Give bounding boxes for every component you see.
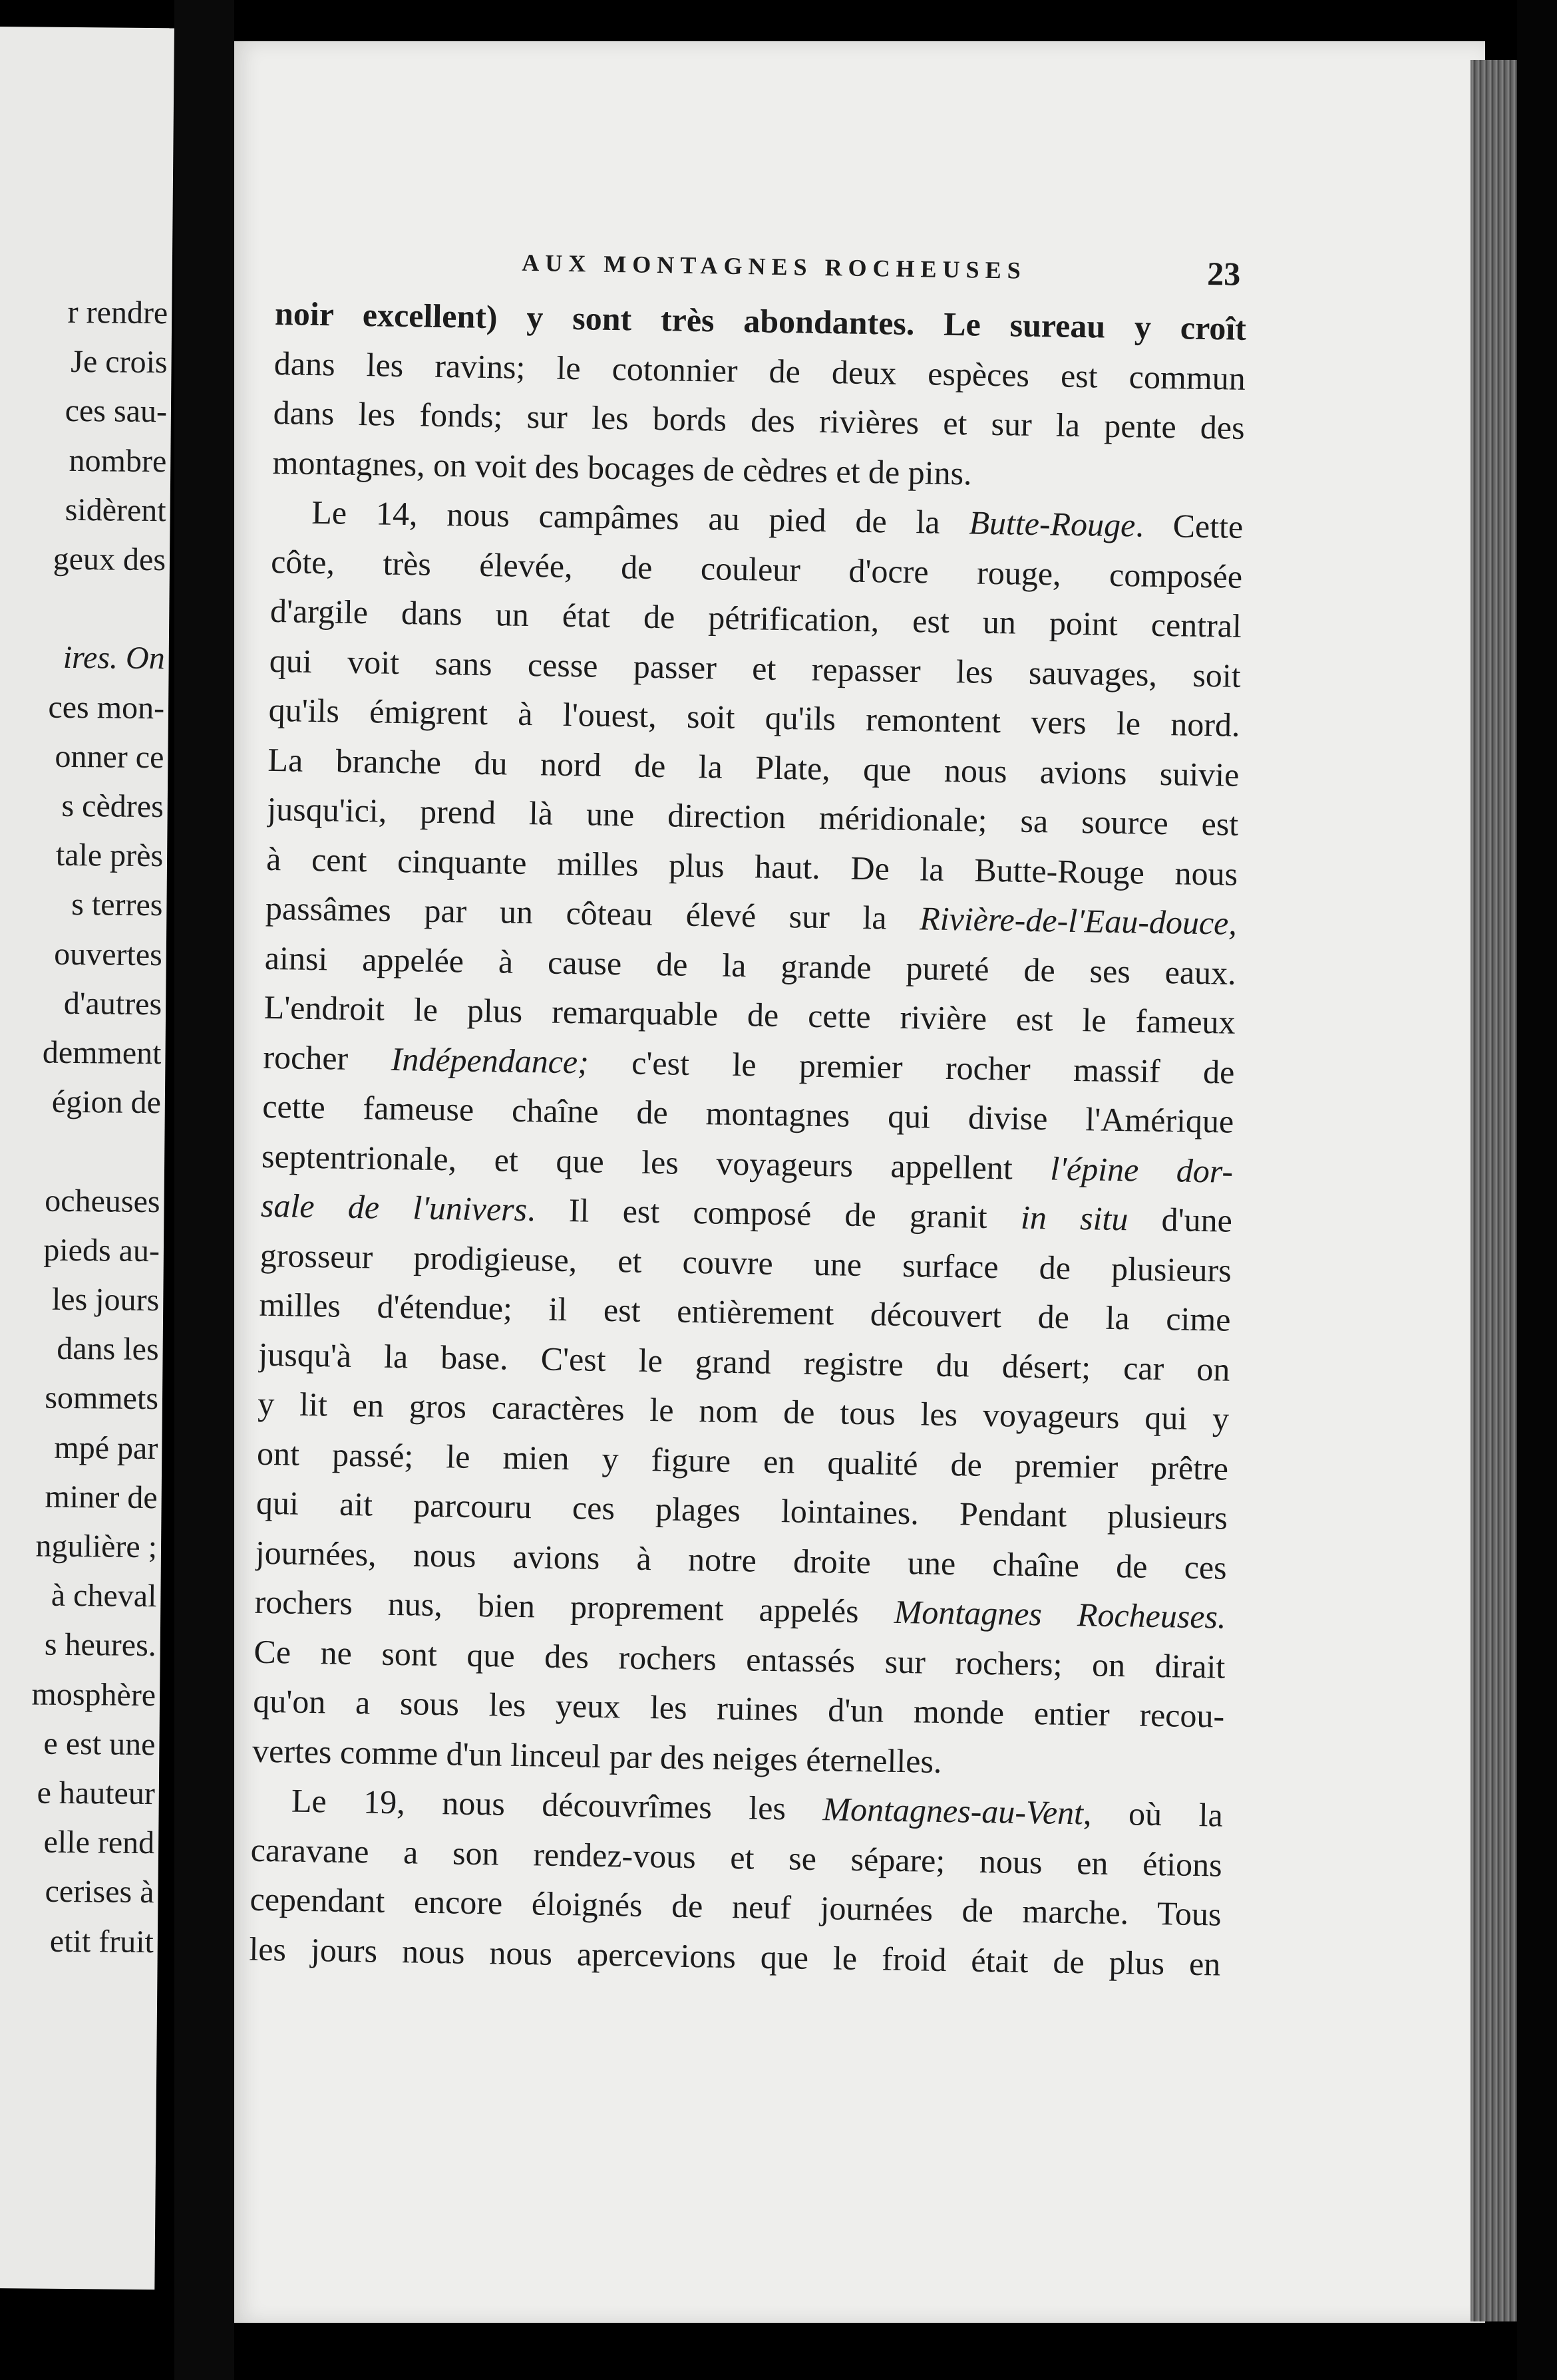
left-page-line: ngulière ; xyxy=(35,1528,158,1565)
left-page-line: ocheuses xyxy=(45,1183,160,1219)
left-page-line: mpé par xyxy=(54,1429,158,1466)
italic-text: Butte-Rouge xyxy=(969,504,1136,544)
left-page-line: dans les xyxy=(57,1331,159,1368)
left-page-line: ires. On xyxy=(63,640,165,676)
left-page-line: sidèrent xyxy=(65,492,166,529)
text-run: . Cette xyxy=(1134,506,1244,545)
text-run: noir excellent) y sont très abondantes. Le sureau y croît xyxy=(274,294,1247,347)
left-page-line: onner ce xyxy=(55,738,164,775)
left-page-line: e est une xyxy=(43,1725,156,1762)
italic-text: Indépendance; xyxy=(391,1040,590,1081)
italic-text: in situ xyxy=(1020,1198,1128,1238)
left-page-line: sommets xyxy=(45,1380,159,1417)
left-page-line: d'autres xyxy=(63,985,162,1022)
text-run: Le 19, nous découvrîmes les xyxy=(291,1781,823,1828)
italic-text: l'épine dor- xyxy=(1050,1149,1234,1190)
left-page-line: miner de xyxy=(45,1479,158,1515)
scan-border xyxy=(1517,0,1557,2380)
text-run: milles d'étendue; il est entièrement découvert de la cime xyxy=(259,1285,1231,1338)
page-text-block xyxy=(249,233,1248,1989)
text-run: les jours nous nous apercevions que le froid était de plus en xyxy=(249,1930,1221,1983)
left-page-line: Je crois xyxy=(71,344,168,380)
left-page-line: ouvertes xyxy=(53,936,163,972)
left-page-line: s cèdres xyxy=(61,788,164,825)
text-run: montagnes, on voit des bocages de cèdres et de pins. xyxy=(272,443,973,492)
text-run: caravane a son rendez-vous et se sépare; nous en étions xyxy=(250,1831,1223,1884)
text-run: qui ait parcouru ces plages lointaines. Pendant plusieurs xyxy=(256,1483,1228,1537)
text-run: cette fameuse chaîne de montagnes qui divise l'Amérique xyxy=(261,1087,1234,1140)
left-page-line: etit fruit xyxy=(49,1923,154,1960)
running-head: AUX MONTAGNES ROCHEUSES xyxy=(522,249,1027,284)
italic-text: sale de l'univers xyxy=(260,1186,528,1229)
text-run: vertes comme d'un linceul par des neiges éternelles. xyxy=(252,1731,942,1780)
text-run: jusqu'à la base. C'est le grand registre du désert; car on xyxy=(258,1335,1230,1388)
left-page-line: demment xyxy=(42,1034,162,1072)
left-page-line: elle rend xyxy=(43,1824,155,1861)
left-page-line: ces mon- xyxy=(48,689,165,726)
text-run: y lit en gros caractères le nom de tous les voyageurs qui y xyxy=(257,1384,1230,1437)
italic-text: Montagnes Rocheuses. xyxy=(894,1592,1226,1636)
text-run: côte, très élevée, de couleur d'ocre rouge, composée xyxy=(270,542,1243,595)
italic-text: Rivière-de-l'Eau-douce, xyxy=(919,899,1238,942)
italic-text: Montagnes-au-Vent xyxy=(822,1790,1084,1832)
left-page-line: geux des xyxy=(53,541,166,578)
text-run: journées, nous avions à notre droite une chaîne de ces xyxy=(255,1533,1228,1586)
page-number: 23 xyxy=(1206,254,1241,293)
text-run: L'endroit le plus remarquable de cette rivière est le fameux xyxy=(263,988,1236,1041)
text-run: d'argile dans un état de pétrification, est un point central xyxy=(269,591,1242,645)
text-run: rochers nus, bien proprement appelés xyxy=(254,1582,895,1630)
previous-page-fragment xyxy=(0,27,174,2290)
text-run: qui voit sans cesse passer et repasser les sauvages, soit xyxy=(269,641,1242,694)
text-run: c'est le premier rocher massif de xyxy=(588,1043,1235,1091)
text-run: qu'on a sous les yeux les ruines d'un monde entier recou- xyxy=(252,1682,1225,1735)
left-page-line: pieds au- xyxy=(43,1232,160,1268)
left-page-line: nombre xyxy=(69,442,167,479)
body-text xyxy=(249,289,1247,1989)
text-run: qu'ils émigrent à l'ouest, soit qu'ils remontent vers le nord. xyxy=(268,690,1240,744)
text-run: ont passé; le mien y figure en qualité de premier prêtre xyxy=(256,1434,1229,1487)
left-page-line: égion de xyxy=(51,1084,162,1121)
text-run: La branche du nord de la Plate, que nous avions suivie xyxy=(267,740,1240,794)
left-page-line: mosphère xyxy=(31,1676,156,1713)
text-run: . Il est composé de granit xyxy=(526,1191,1021,1236)
book-gutter xyxy=(174,0,234,2380)
text-run: septentrionale, et que les voyageurs appellent xyxy=(261,1137,1051,1187)
text-run: , où la xyxy=(1083,1794,1224,1834)
text-run: grosseur prodigieuse, et couvre une surface de plusieurs xyxy=(260,1236,1232,1289)
text-run: cependant encore éloignés de neuf journées de marche. Tous xyxy=(250,1880,1222,1933)
left-page-line: à cheval xyxy=(51,1577,157,1614)
text-run: d'une xyxy=(1127,1200,1233,1239)
text-run: rocher xyxy=(263,1038,392,1078)
text-run: Ce ne sont que des rochers entassés sur rochers; on dirait xyxy=(254,1632,1226,1686)
left-page-line: cerises à xyxy=(45,1874,154,1910)
text-run: Le 14, nous campâmes au pied de la xyxy=(311,493,969,541)
text-run: jusqu'ici, prend là une direction méridionale; sa source est xyxy=(266,790,1239,843)
page-edges xyxy=(1470,60,1517,2321)
text-run: à cent cinquante milles plus haut. De la Butte-Rouge nous xyxy=(265,839,1238,893)
left-page-line: tale près xyxy=(55,837,164,874)
left-page-line: ces sau- xyxy=(65,393,168,430)
text-run: dans les fonds; sur les bords des rivières et sur la pente des xyxy=(273,393,1246,446)
left-page-line: r rendre xyxy=(67,294,168,331)
text-run: ainsi appelée à cause de la grande pureté de ses eaux. xyxy=(264,939,1237,992)
text-run: dans les ravins; le cotonnier de deux espèces est commun xyxy=(273,344,1246,397)
left-page-line: s terres xyxy=(71,887,163,923)
text-run: passâmes par un côteau élevé sur la xyxy=(265,889,920,937)
left-page-line: les jours xyxy=(51,1281,160,1318)
left-page-line: e hauteur xyxy=(37,1775,156,1812)
left-page-line: s heures. xyxy=(44,1627,156,1664)
